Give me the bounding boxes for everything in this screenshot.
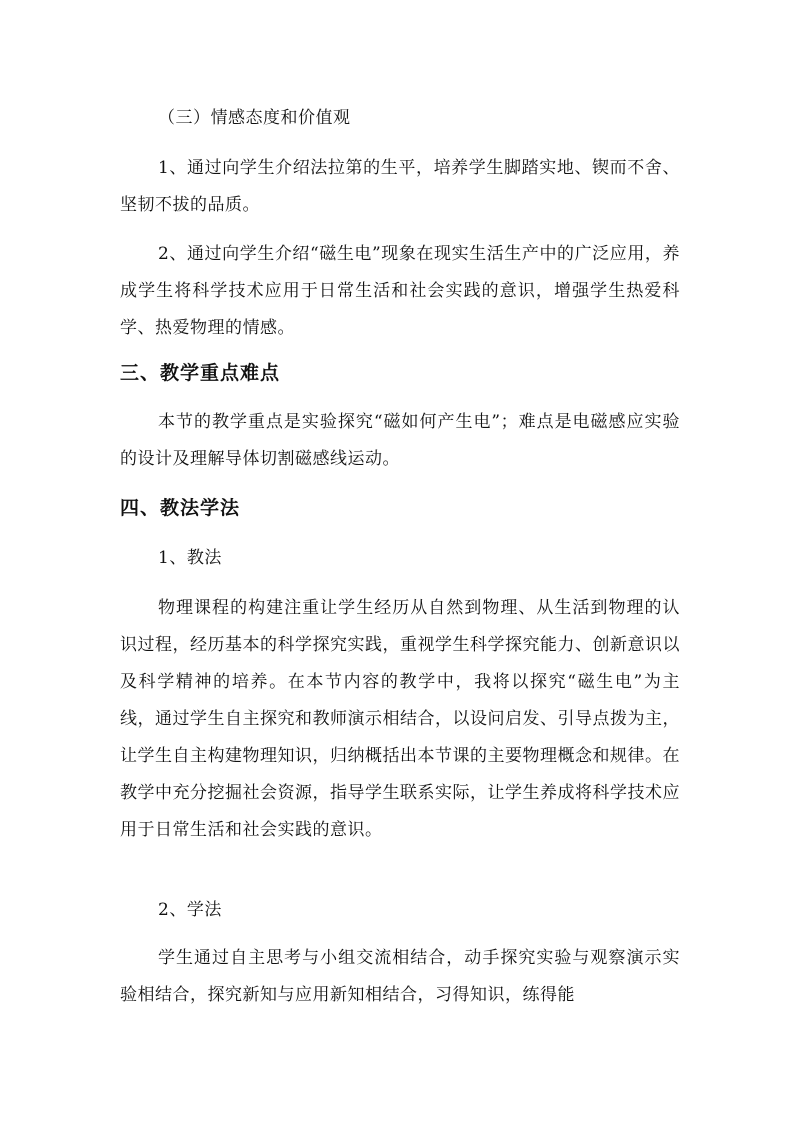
heading-key-difficult-points: 三、教学重点难点 xyxy=(120,362,281,384)
paragraph-key-points: 本节的教学重点是实验探究“磁如何产生电”；难点是电磁感应实验的设计及理解导体切割磁感线运动。 xyxy=(120,412,680,469)
paragraph-learning-method: 学生通过自主思考与小组交流相结合，动手探究实验与观察演示实验相结合，探究新知与应用新知相结合，习得知识，练得能 xyxy=(120,948,680,1005)
paragraph-value-2: 2、通过向学生介绍“磁生电”现象在现实生活生产中的广泛应用，养成学生将科学技术应用于日常生活和社会实践的意识，增强学生热爱科学、热爱物理的情感。 xyxy=(120,244,680,338)
subsection-title-attitudes-values: （三）情感态度和价值观 xyxy=(158,108,351,128)
paragraph-value-1: 1、通过向学生介绍法拉第的生平，培养学生脚踏实地、锲而不舍、坚韧不拔的品质。 xyxy=(120,158,680,215)
heading-teaching-learning-methods: 四、教法学法 xyxy=(120,497,241,519)
paragraph-teaching-method: 物理课程的构建注重让学生经历从自然到物理、从生活到物理的认识过程，经历基本的科学探究实践，重视学生科学探究能力、创新意识以及科学精神的培养。在本节内容的教学中，我将以探究“磁生电”为主线，通过学生自主探究和教师演示相结合，以设问启发、引导点拨为主，让学生自主构建物理知识，归纳概括出本节课的主要物理概念和规律。在教学中充分挖掘社会资源，指导学生联系实际，让学生养成将科学技术应用于日常生活和社会实践的意识。 xyxy=(120,598,680,840)
subsection-title-learning-method: 2、学法 xyxy=(158,900,222,920)
subsection-title-teaching-method: 1、教法 xyxy=(158,548,222,568)
